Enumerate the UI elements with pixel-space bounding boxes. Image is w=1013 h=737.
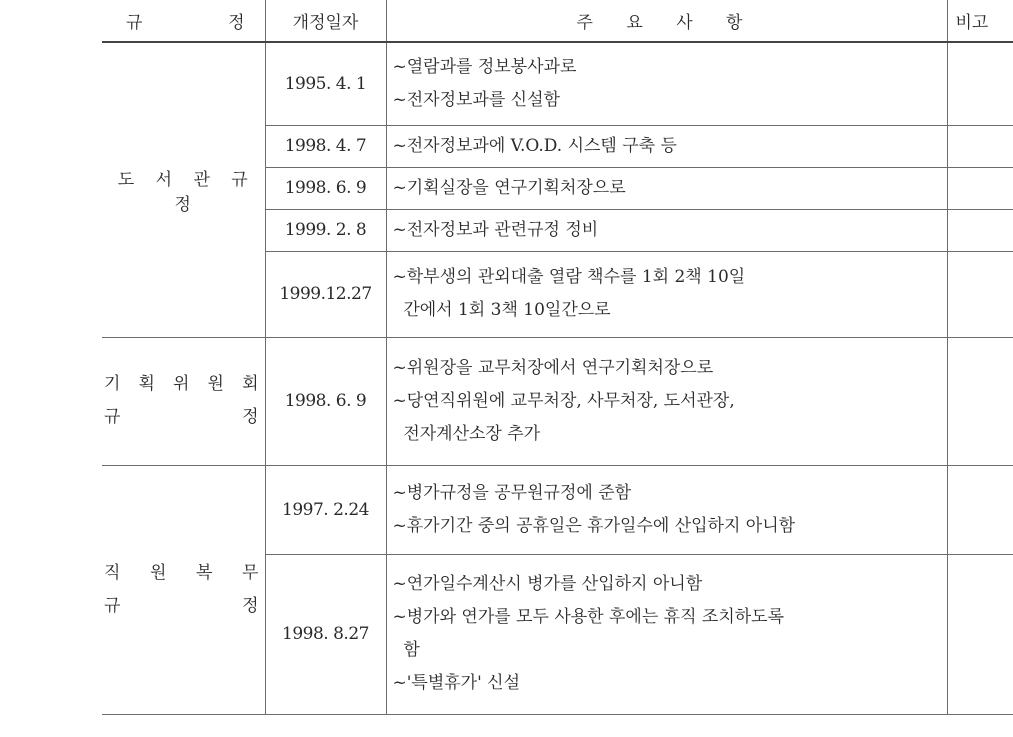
table-row <box>102 337 1013 465</box>
regulation-revision-table <box>102 0 1013 715</box>
regulation-name-staff-service: 직 원 복 무 규 정 <box>102 465 265 714</box>
revision-item: ~'특별휴가' 신설 <box>392 673 521 693</box>
revision-item: ~전자정보과에 V.O.D. 시스템 구축 등 <box>392 135 677 156</box>
note-cell <box>947 209 1013 251</box>
revision-items <box>386 337 947 465</box>
revision-items <box>386 554 947 714</box>
revision-item: ~병가와 연가를 모두 사용한 후에는 휴직 조치하도록 <box>392 607 785 627</box>
revision-item: ~휴가기간 중의 공휴일은 휴가일수에 산입하지 아니함 <box>392 515 796 536</box>
note-cell <box>947 337 1013 465</box>
revision-date: 1999. 2. 8 <box>265 209 386 251</box>
header-regulation <box>102 0 265 42</box>
note-cell <box>947 554 1013 714</box>
header-date: 개정일자 <box>265 0 386 42</box>
header-note: 비고 <box>947 0 1013 42</box>
regulation-name-library: 도 서 관 규 정 <box>102 42 265 337</box>
note-cell <box>947 42 1013 125</box>
revision-items <box>386 42 947 125</box>
table-header-row <box>102 0 1013 42</box>
revision-item: ~연가일수계산시 병가를 산입하지 아니함 <box>392 574 703 594</box>
revision-date: 1997. 2.24 <box>265 465 386 554</box>
revision-item: 간에서 1회 3책 10일간으로 <box>392 300 611 320</box>
revision-items <box>386 465 947 554</box>
revision-date: 1998. 6. 9 <box>265 337 386 465</box>
revision-date: 1998. 6. 9 <box>265 167 386 209</box>
note-cell <box>947 465 1013 554</box>
revision-item: ~학부생의 관외대출 열람 책수를 1회 2책 10일 <box>392 267 746 287</box>
regulation-name-planning-committee: 기 획 위 원 회 규 정 <box>102 337 265 465</box>
header-regulation-right: 정 <box>228 13 245 33</box>
table-row <box>102 465 1013 554</box>
header-regulation-left: 규 <box>126 13 143 33</box>
header-main-items: 주 요 사 항 <box>386 0 947 42</box>
revision-items <box>386 125 947 167</box>
revision-item: ~열람과를 정보봉사과로 <box>392 56 577 77</box>
revision-items <box>386 209 947 251</box>
revision-item: ~기획실장을 연구기획처장으로 <box>392 177 626 198</box>
revision-item: 전자계산소장 추가 <box>392 423 541 444</box>
revision-item: ~위원장을 교무처장에서 연구기획처장으로 <box>392 357 714 378</box>
revision-items <box>386 251 947 337</box>
revision-date: 1998. 8.27 <box>265 554 386 714</box>
revision-item: ~전자정보과 관련규정 정비 <box>392 219 599 240</box>
revision-item: ~병가규정을 공무원규정에 준함 <box>392 482 632 503</box>
revision-item: ~전자정보과를 신설함 <box>392 89 560 110</box>
note-cell <box>947 125 1013 167</box>
revision-item: 함 <box>392 640 420 660</box>
note-cell <box>947 251 1013 337</box>
table-row <box>102 42 1013 125</box>
revision-date: 1995. 4. 1 <box>265 42 386 125</box>
revision-items <box>386 167 947 209</box>
note-cell <box>947 167 1013 209</box>
revision-date: 1999.12.27 <box>265 251 386 337</box>
revision-date: 1998. 4. 7 <box>265 125 386 167</box>
revision-item: ~당연직위원에 교무처장, 사무처장, 도서관장, <box>392 390 735 411</box>
